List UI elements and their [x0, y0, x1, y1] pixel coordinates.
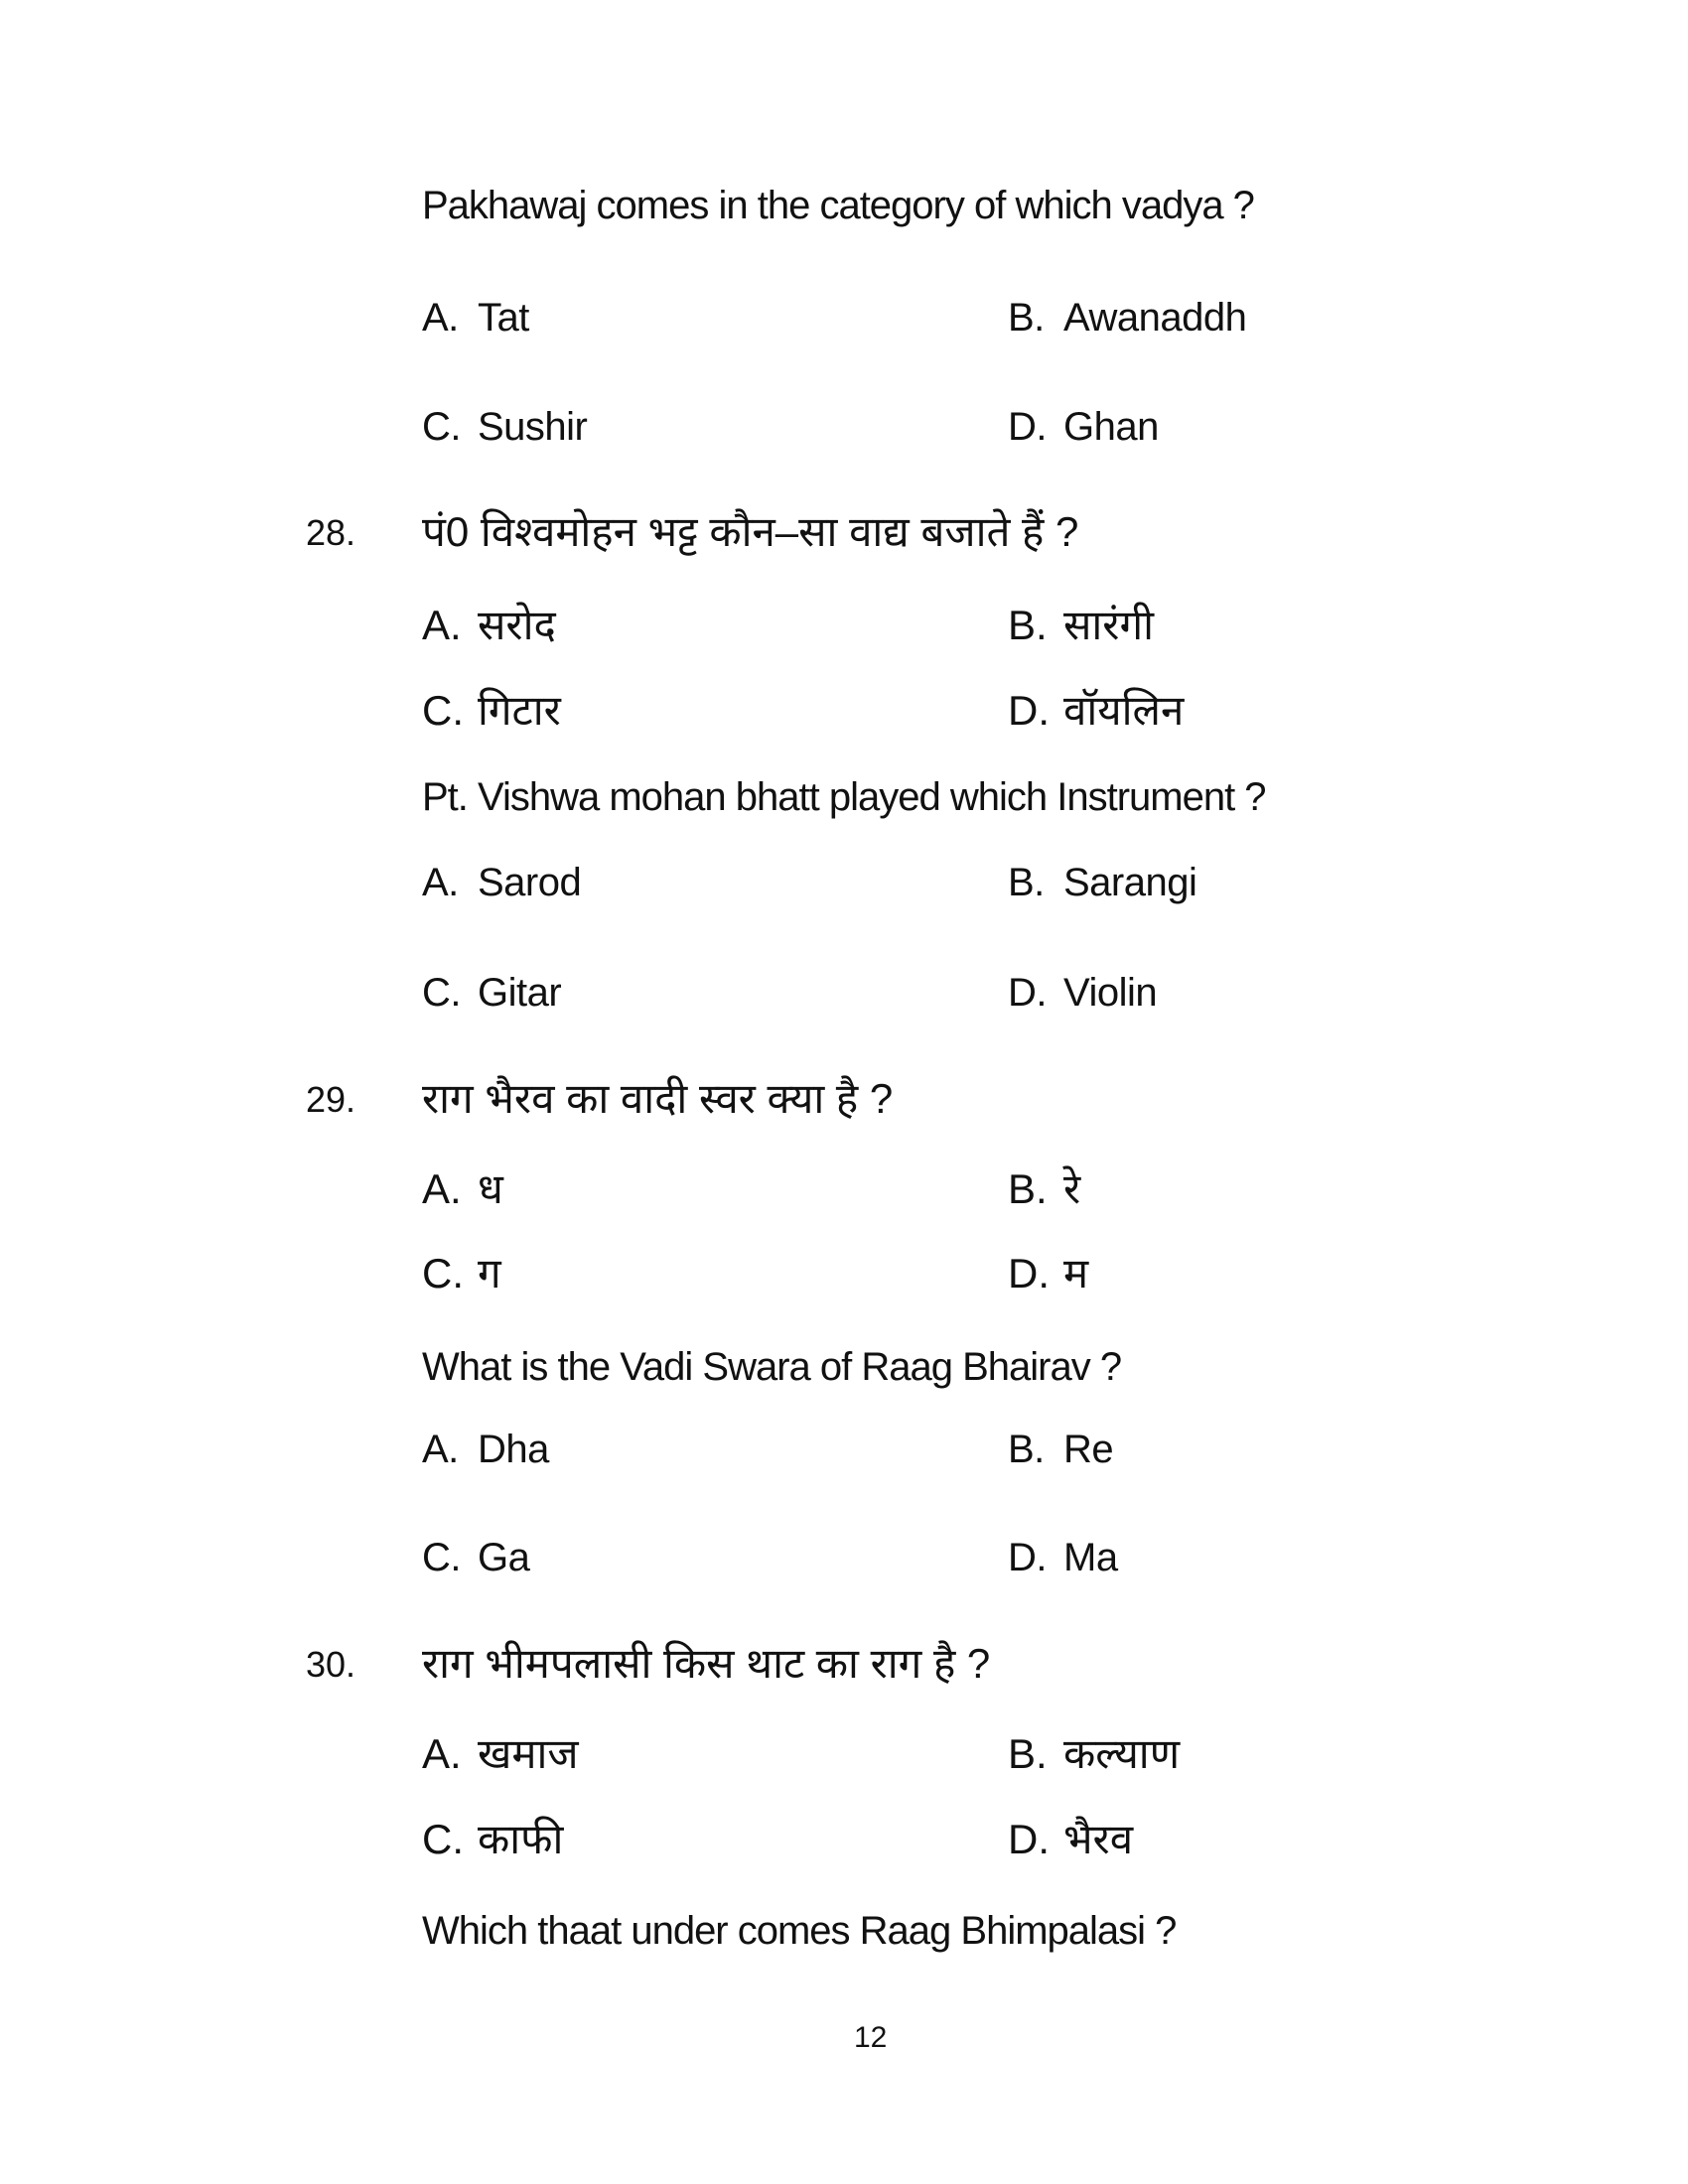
option-label: C. [422, 1250, 464, 1297]
option-a [422, 1730, 579, 1778]
option-b [1008, 1165, 1080, 1213]
option-label: C. [422, 405, 461, 449]
option-label: C. [422, 687, 464, 734]
option-label: B. [1008, 1428, 1045, 1471]
option-text: वॉयलिन [1063, 687, 1185, 734]
option-text: काफी [478, 1816, 564, 1862]
option-text: Sushir [478, 405, 588, 449]
question-text: Pakhawaj comes in the category of which vadya ? [422, 184, 1254, 227]
option-label: B. [1008, 602, 1048, 648]
option-text: Sarangi [1063, 861, 1197, 904]
option-label: B. [1008, 861, 1045, 904]
option-label: B. [1008, 1730, 1048, 1777]
option-label: D. [1008, 971, 1047, 1015]
option-d [1008, 404, 1159, 450]
option-text: Sarod [478, 861, 582, 904]
option-c [422, 404, 587, 450]
question-number: 29. [306, 1079, 356, 1120]
option-label: A. [422, 1165, 462, 1212]
option-label: A. [422, 602, 462, 648]
option-text: गिटार [478, 687, 561, 734]
option-a [422, 1165, 503, 1213]
option-d [1008, 970, 1157, 1016]
option-c [422, 1250, 501, 1297]
option-text: Dha [478, 1428, 549, 1471]
option-b [1008, 602, 1154, 649]
option-text: Awanaddh [1063, 296, 1247, 340]
option-c [422, 1535, 529, 1580]
option-text: Gitar [478, 971, 562, 1015]
option-b [1008, 1427, 1113, 1472]
option-text: ध [478, 1165, 503, 1212]
option-text: Violin [1063, 971, 1158, 1015]
option-d [1008, 1816, 1133, 1863]
option-a [422, 860, 581, 905]
option-a [422, 602, 556, 649]
option-d [1008, 1535, 1118, 1580]
option-label: B. [1008, 296, 1045, 340]
option-label: D. [1008, 1536, 1047, 1579]
option-text: Ma [1063, 1536, 1118, 1579]
option-c [422, 1816, 563, 1863]
question-text: Pt. Vishwa mohan bhatt played which Instrument ? [422, 775, 1266, 819]
question-text: पं0 विश्वमोहन भट्ट कौन–सा वाद्य बजाते हैं ? [422, 508, 1079, 555]
option-label: A. [422, 1428, 459, 1471]
question-number: 30. [306, 1644, 356, 1685]
option-text: Ga [478, 1536, 530, 1579]
option-c [422, 970, 561, 1016]
option-text: सारंगी [1063, 602, 1154, 648]
option-label: A. [422, 296, 459, 340]
option-text: Ghan [1063, 405, 1159, 449]
option-text: खमाज [478, 1730, 579, 1777]
question-text: Which thaat under comes Raag Bhimpalasi ? [422, 1909, 1177, 1953]
option-label: C. [422, 1536, 461, 1579]
option-label: C. [422, 1816, 464, 1862]
option-text: भैरव [1063, 1816, 1134, 1862]
option-text: Re [1063, 1428, 1114, 1471]
option-text: Tat [478, 296, 529, 340]
option-label: D. [1008, 1816, 1050, 1862]
option-label: A. [422, 861, 459, 904]
question-text: राग भीमपलासी किस थाट का राग है ? [422, 1640, 991, 1687]
option-d [1008, 1250, 1088, 1297]
option-text: सरोद [478, 602, 556, 648]
option-text: म [1063, 1250, 1089, 1297]
option-d [1008, 687, 1184, 735]
page-number: 12 [854, 2021, 888, 2054]
option-text: ग [478, 1250, 501, 1297]
option-label: C. [422, 971, 461, 1015]
option-text: रे [1063, 1165, 1081, 1212]
option-a [422, 1427, 549, 1472]
option-b [1008, 295, 1246, 341]
option-b [1008, 1730, 1180, 1778]
option-a [422, 295, 529, 341]
question-number: 28. [306, 512, 356, 553]
option-label: D. [1008, 405, 1047, 449]
option-label: D. [1008, 687, 1050, 734]
option-label: B. [1008, 1165, 1048, 1212]
option-label: D. [1008, 1250, 1050, 1297]
option-label: A. [422, 1730, 462, 1777]
option-text: कल्याण [1063, 1730, 1181, 1777]
question-text: What is the Vadi Swara of Raag Bhairav ? [422, 1345, 1122, 1389]
option-b [1008, 860, 1196, 905]
option-c [422, 687, 561, 735]
question-text: राग भैरव का वादी स्वर क्या है ? [422, 1075, 894, 1122]
